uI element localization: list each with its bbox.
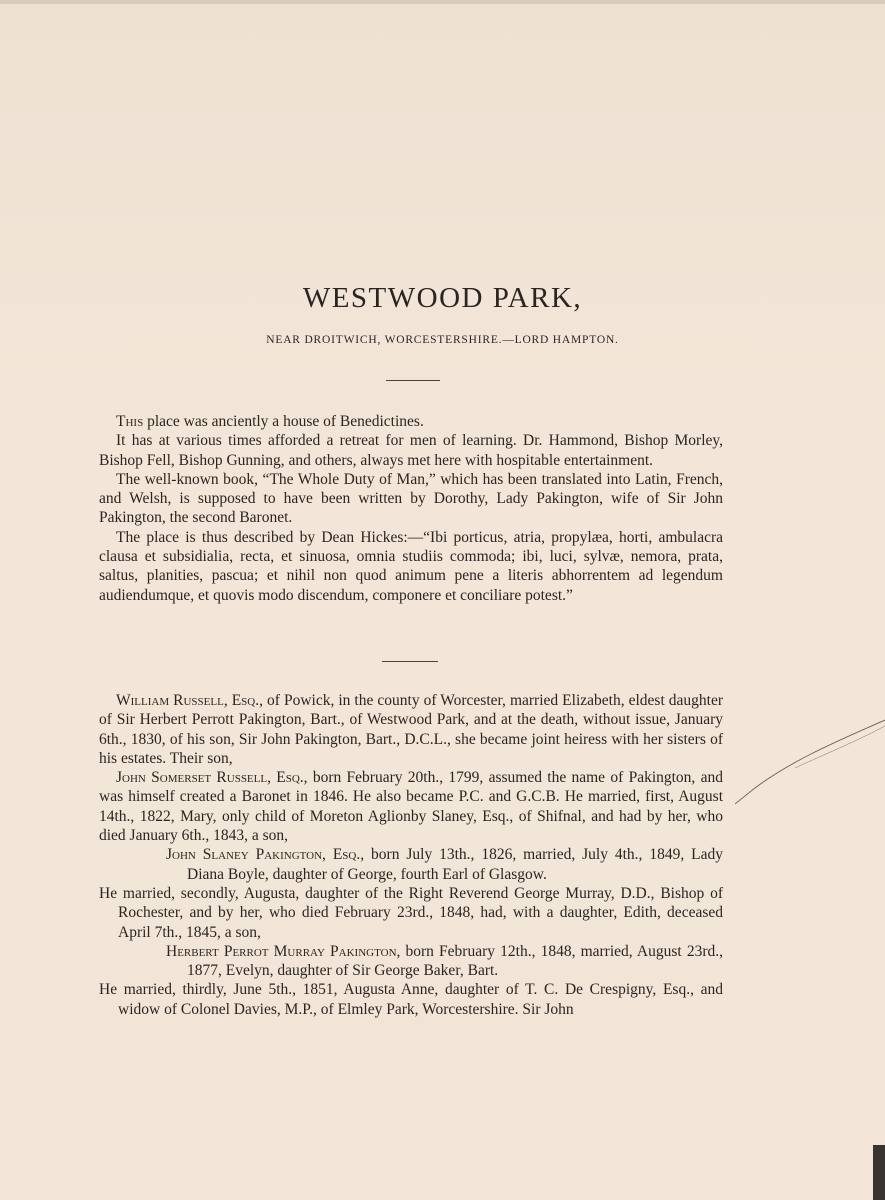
- person-name: William Russell, Esq.: [116, 692, 260, 709]
- genealogy-paragraph: [99, 768, 723, 845]
- genealogy-paragraph: [99, 845, 723, 884]
- history-section: [99, 412, 723, 605]
- paragraph-text: , born July 13th., 1826, married, July 4th., 1849, Lady Diana Boyle, daughter of George, fourth Earl of Glasgow.: [187, 846, 723, 883]
- page-title: WESTWOOD PARK,: [302, 282, 583, 314]
- genealogy-paragraph: He married, thirdly, June 5th., 1851, Augusta Anne, daughter of T. C. De Crespigny, Esq., and widow of Colonel Davies, M.P., of Elmley Park, Worcestershire. Sir John: [99, 981, 723, 1018]
- section-divider: [382, 661, 438, 662]
- history-paragraph: The place is thus described by Dean Hickes:—“Ibi porticus, atria, propylæa, horti, ambulacra clausa et subsidialia, recta, et sinuosa, omnia studiis commoda; ibi, luci, sylvæ, nemora, prata, saltus, planities, pascua; et nihil non quod animum pene a literis abhorrentem ad legendum audiendumque, et quovis modo discendum, componere et conciliare potest.”: [99, 528, 723, 604]
- person-name: John Slaney Pakington, Esq.: [166, 846, 361, 864]
- person-name: Herbert Perrot Murray Pakington: [166, 942, 397, 960]
- genealogy-paragraph: [99, 691, 723, 768]
- history-paragraph: The well-known book, “The Whole Duty of Man,” which has been translated into Latin, French, and Welsh, is supposed to have been written by Dorothy, Lady Pakington, wife of Sir John Pakington, the second Baronet.: [99, 470, 723, 527]
- paragraph-text: place was anciently a house of Benedictines.: [143, 413, 424, 430]
- genealogy-section: [99, 691, 723, 1019]
- paragraph-text: , born February 20th., 1799, assumed the name of Pakington, and was himself created a Baronet in 1846. He also became P.C. and G.C.B. He married, first, August 14th., 1822, Mary, only child of Moreton Aglionby Slaney, Esq., of Shifnal, and had by her, who died January 6th., 1843, a son,: [99, 769, 723, 845]
- page-top-edge: [0, 0, 885, 4]
- section-divider: [386, 380, 440, 381]
- paragraph-text: , born February 12th., 1848, married, August 23rd., 1877, Evelyn, daughter of Sir George Baker, Bart.: [187, 942, 723, 980]
- person-name: John Somerset Russell, Esq.: [116, 769, 304, 787]
- history-paragraph: [99, 412, 723, 431]
- paper-crease-mark: [735, 718, 885, 808]
- genealogy-paragraph: He married, secondly, Augusta, daughter of the Right Reverend George Murray, D.D., Bishop of Rochester, and by her, who died February 23rd., 1848, had, with a daughter, Edith, deceased April 7th., 1845, a son,: [99, 884, 723, 941]
- paragraph-text: , of Powick, in the county of Worcester, married Elizabeth, eldest daughter of Sir Herbert Perrott Pakington, Bart., of Westwood Park, and at the death, without issue, January 6th., 1830, of his son, Sir John Pakington, Bart., D.C.L., she became joint heiress with her sisters of his estates. Their son,: [99, 692, 723, 767]
- history-paragraph: It has at various times afforded a retreat for men of learning. Dr. Hammond, Bishop Morley, Bishop Fell, Bishop Gunning, and others, always met here with hospitable entertainment.: [99, 432, 723, 469]
- genealogy-paragraph: [99, 942, 723, 981]
- page-corner-shadow: [873, 1145, 885, 1200]
- drop-lead: This: [116, 413, 144, 430]
- page-subtitle: NEAR DROITWICH, WORCESTERSHIRE.—LORD HAMPTON.: [266, 334, 619, 346]
